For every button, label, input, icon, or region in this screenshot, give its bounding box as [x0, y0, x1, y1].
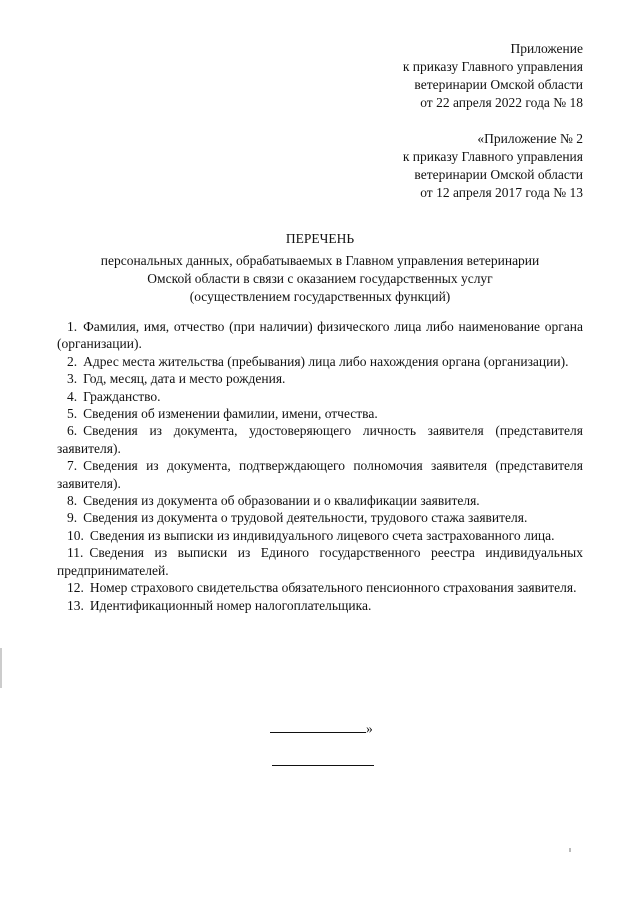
appendix-line: Приложение [510, 41, 583, 56]
list-item-number: 13. [67, 597, 84, 613]
list-item-number: 12. [67, 580, 84, 596]
closing-quote: » [366, 721, 373, 736]
list-item [57, 597, 583, 614]
list-item [57, 370, 583, 387]
list-item [57, 527, 583, 544]
title-heading: ПЕРЕЧЕНЬ [285, 231, 355, 246]
list-item-text: Сведения из документа об образовании и о квалификации заявителя. [83, 493, 480, 509]
appendix-line: ветеринарии Омской области [414, 77, 583, 92]
list-item [57, 509, 583, 526]
list-item-number: 8. [67, 493, 78, 509]
list-item-text: Адрес места жительства (пребывания) лица либо нахождения органа (организации). [83, 353, 569, 369]
list-item-text: Номер страхового свидетельства обязательного пенсионного страхования заявителя. [89, 580, 577, 596]
scan-edge-mark [0, 648, 2, 688]
closing-line [270, 720, 373, 738]
appendix-line: к приказу Главного управления [402, 149, 583, 164]
bottom-divider [272, 765, 374, 766]
list-item [57, 492, 583, 509]
list-item-number: 4. [67, 388, 78, 404]
list-item-number: 7. [67, 458, 78, 474]
list-item-number: 9. [67, 510, 78, 526]
appendix-line: к приказу Главного управления [402, 59, 583, 74]
appendix-header-original [403, 130, 583, 202]
list-item [57, 544, 583, 579]
list-item-number: 10. [67, 527, 84, 543]
list-item-text: Гражданство. [83, 388, 161, 404]
list-item-text: Сведения из выписки из Единого государственного реестра индивидуальных предпринимателей. [57, 545, 583, 578]
title-line: Омской области в связи с оказанием государственных услуг [147, 271, 493, 286]
list-item [57, 579, 583, 596]
title-line: персональных данных, обрабатываемых в Главном управления ветеринарии [100, 253, 540, 268]
list-item-number: 2. [67, 353, 78, 369]
list-item [57, 388, 583, 405]
list-item-text: Год, месяц, дата и место рождения. [83, 371, 286, 387]
document-title [57, 230, 583, 306]
list-item-number: 3. [67, 371, 78, 387]
list-item-text: Сведения из документа, удостоверяющего личность заявителя (представителя заявителя). [57, 423, 583, 456]
list-item [57, 405, 583, 422]
list-item-number: 1. [67, 319, 78, 334]
appendix-line: ветеринарии Омской области [414, 167, 583, 182]
list-item-number: 6. [67, 423, 78, 439]
appendix-line: «Приложение № 2 [477, 131, 583, 146]
appendix-line: от 22 апреля 2022 года № 18 [420, 95, 583, 110]
list-item-text: Фамилия, имя, отчество (при наличии) физического лица либо наименование органа (организации). [57, 319, 583, 352]
personal-data-list [57, 318, 583, 614]
appendix-line: от 12 апреля 2017 года № 13 [420, 185, 583, 200]
list-item-text: Сведения об изменении фамилии, имени, отчества. [83, 406, 378, 422]
list-item [57, 422, 583, 457]
appendix-header-current [403, 40, 583, 112]
scan-speck [569, 848, 571, 852]
list-item-text: Идентификационный номер налогоплательщика. [89, 597, 372, 613]
list-item-text: Сведения из выписки из индивидуального лицевого счета застрахованного лица. [89, 527, 555, 543]
list-item-text: Сведения из документа о трудовой деятельности, трудового стажа заявителя. [83, 510, 528, 526]
list-item-text: Сведения из документа, подтверждающего полномочия заявителя (представителя заявителя). [57, 458, 583, 491]
list-item [57, 353, 583, 370]
list-item-number: 5. [67, 406, 78, 422]
list-item [57, 457, 583, 492]
list-item [57, 318, 583, 353]
list-item-number: 11. [67, 545, 84, 561]
title-line: (осуществлением государственных функций) [189, 289, 451, 304]
closing-rule [270, 720, 366, 733]
